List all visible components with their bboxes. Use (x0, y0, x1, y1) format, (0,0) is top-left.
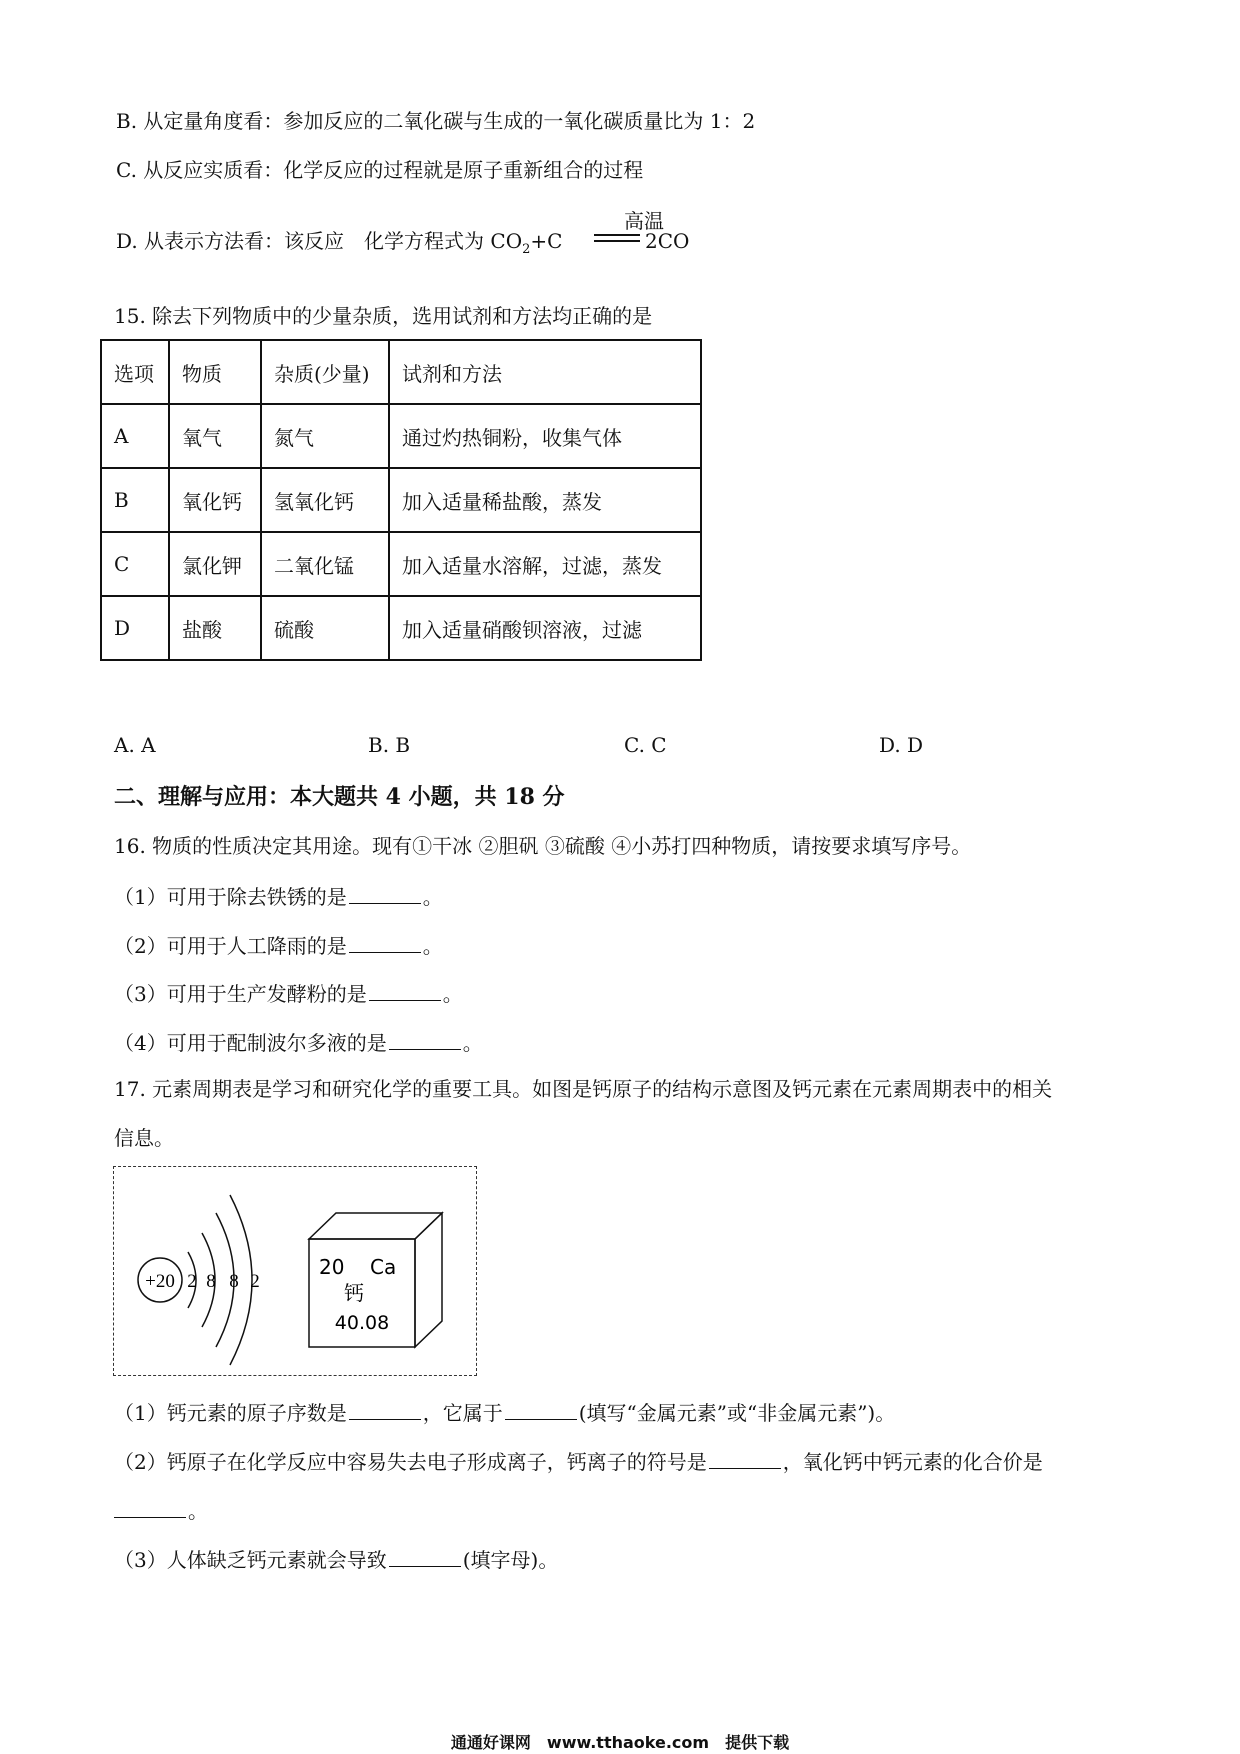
section-heading: 二、理解与应用：本大题共 4 小题，共 18 分 (114, 784, 565, 810)
electron-count: 8 (206, 1271, 216, 1292)
q14-option-d-subscript: 2 (522, 242, 531, 257)
table-header-cell: 杂质(少量) (261, 340, 389, 404)
equation-bar-bottom (594, 240, 640, 242)
table-row (101, 468, 701, 532)
q14-option-d (116, 231, 562, 256)
table-cell: D (101, 596, 169, 660)
calcium-figure (113, 1166, 477, 1376)
cube-top (309, 1213, 442, 1239)
table-cell: B (101, 468, 169, 532)
table-cell: C (101, 532, 169, 596)
table-row (101, 532, 701, 596)
q16-part-3-text: （3）可用于生产发酵粉的是 (114, 982, 367, 1006)
q17-part-2-text-b: ，氧化钙中钙元素的化合价是 (782, 1450, 1043, 1474)
q15-choice-c: C. C (624, 733, 667, 757)
q17-part-2 (114, 1450, 1043, 1472)
q17-part-2-text-c: 。 (188, 1499, 208, 1523)
q16-part-1-text: （1）可用于除去铁锈的是 (114, 885, 347, 909)
electron-count: 2 (250, 1271, 260, 1292)
q17-part-1-text-a: （1）钙元素的原子序数是 (114, 1401, 347, 1425)
nucleus-charge: +20 (145, 1271, 175, 1292)
table-header-cell: 选项 (101, 340, 169, 404)
electron-count: 2 (187, 1271, 197, 1292)
q17-part-3-text-b: (填字母)。 (462, 1548, 559, 1572)
q16-part-3 (114, 982, 463, 1004)
table-cell: 氧气 (169, 404, 261, 468)
answer-blank[interactable] (114, 1499, 186, 1518)
table-cell: 氮气 (261, 404, 389, 468)
q16-part-1 (114, 885, 443, 907)
table-header-row (101, 340, 701, 404)
table-cell: 硫酸 (261, 596, 389, 660)
q16-part-3-end: 。 (442, 982, 463, 1006)
q16-part-4-text: （4）可用于配制波尔多液的是 (114, 1031, 387, 1055)
answer-blank[interactable] (389, 1031, 461, 1050)
table-cell: 加入适量稀盐酸，蒸发 (389, 468, 701, 532)
table-cell: 氧化钙 (169, 468, 261, 532)
atomic-number: 20 (319, 1255, 345, 1279)
q17-part-1-text-c: (填写“金属元素”或“非金属元素”)。 (578, 1401, 896, 1425)
table-cell: 通过灼热铜粉，收集气体 (389, 404, 701, 468)
q15-stem: 15. 除去下列物质中的少量杂质，选用试剂和方法均正确的是 (114, 304, 653, 328)
electron-count: 8 (229, 1271, 239, 1292)
table-cell: 盐酸 (169, 596, 261, 660)
q16-part-2-text: （2）可用于人工降雨的是 (114, 934, 347, 958)
table-header-cell: 试剂和方法 (389, 340, 701, 404)
q16-part-1-end: 。 (422, 885, 443, 909)
answer-blank[interactable] (389, 1548, 461, 1567)
q15-options-table (100, 339, 702, 661)
table-cell: 加入适量水溶解，过滤，蒸发 (389, 532, 701, 596)
q17-part-1 (114, 1401, 895, 1423)
q14-option-d-prefix: D. 从表示方法看：该反应 化学方程式为 CO (116, 229, 523, 253)
answer-blank[interactable] (349, 885, 421, 904)
answer-blank[interactable] (349, 1401, 421, 1420)
equation-bar-top (594, 234, 640, 236)
reaction-condition: 高温 (624, 209, 664, 233)
table-row (101, 404, 701, 468)
q17-part-2-text-a: （2）钙原子在化学反应中容易失去电子形成离子，钙离子的符号是 (114, 1450, 707, 1474)
q17-stem-line2: 信息。 (114, 1126, 174, 1150)
q17-part-1-text-b: ，它属于 (422, 1401, 503, 1425)
q16-stem: 16. 物质的性质决定其用途。现有①干冰 ②胆矾 ③硫酸 ④小苏打四种物质，请按要求填写序号。 (114, 834, 972, 858)
q14-option-c: C. 从反应实质看：化学反应的过程就是原子重新组合的过程 (116, 158, 644, 182)
q15-choice-b: B. B (368, 733, 411, 757)
q14-option-b: B. 从定量角度看：参加反应的二氧化碳与生成的一氧化碳质量比为 1：2 (116, 109, 756, 133)
table-header-cell: 物质 (169, 340, 261, 404)
cube-side (415, 1213, 442, 1347)
q16-part-4 (114, 1031, 483, 1053)
q17-part-3 (114, 1548, 558, 1570)
answer-blank[interactable] (505, 1401, 577, 1420)
table-cell: 氢氧化钙 (261, 468, 389, 532)
q14-option-d-mid: +C (530, 229, 563, 253)
q15-choice-a: A. A (114, 733, 156, 757)
calcium-diagram (114, 1167, 476, 1375)
table-cell: A (101, 404, 169, 468)
atomic-mass: 40.08 (334, 1312, 390, 1334)
page-footer: 通通好课网 www.tthaoke.com 提供下载 (450, 1733, 790, 1752)
q17-stem-line1: 17. 元素周期表是学习和研究化学的重要工具。如图是钙原子的结构示意图及钙元素在元素周期表中的相关 (114, 1077, 1053, 1101)
q15-choice-d: D. D (879, 733, 924, 757)
answer-blank[interactable] (369, 982, 441, 1001)
element-name: 钙 (344, 1281, 364, 1305)
element-symbol: Ca (370, 1255, 397, 1279)
table-row (101, 596, 701, 660)
q14-option-d-product: 2CO (645, 229, 690, 253)
q16-part-4-end: 。 (462, 1031, 483, 1055)
q17-part-3-text-a: （3）人体缺乏钙元素就会导致 (114, 1548, 387, 1572)
q16-part-2-end: 。 (422, 934, 443, 958)
q16-part-2 (114, 934, 443, 956)
table-cell: 二氧化锰 (261, 532, 389, 596)
answer-blank[interactable] (709, 1450, 781, 1469)
answer-blank[interactable] (349, 934, 421, 953)
table-cell: 加入适量硝酸钡溶液，过滤 (389, 596, 701, 660)
table-cell: 氯化钾 (169, 532, 261, 596)
q17-part-2-cont (114, 1499, 208, 1521)
